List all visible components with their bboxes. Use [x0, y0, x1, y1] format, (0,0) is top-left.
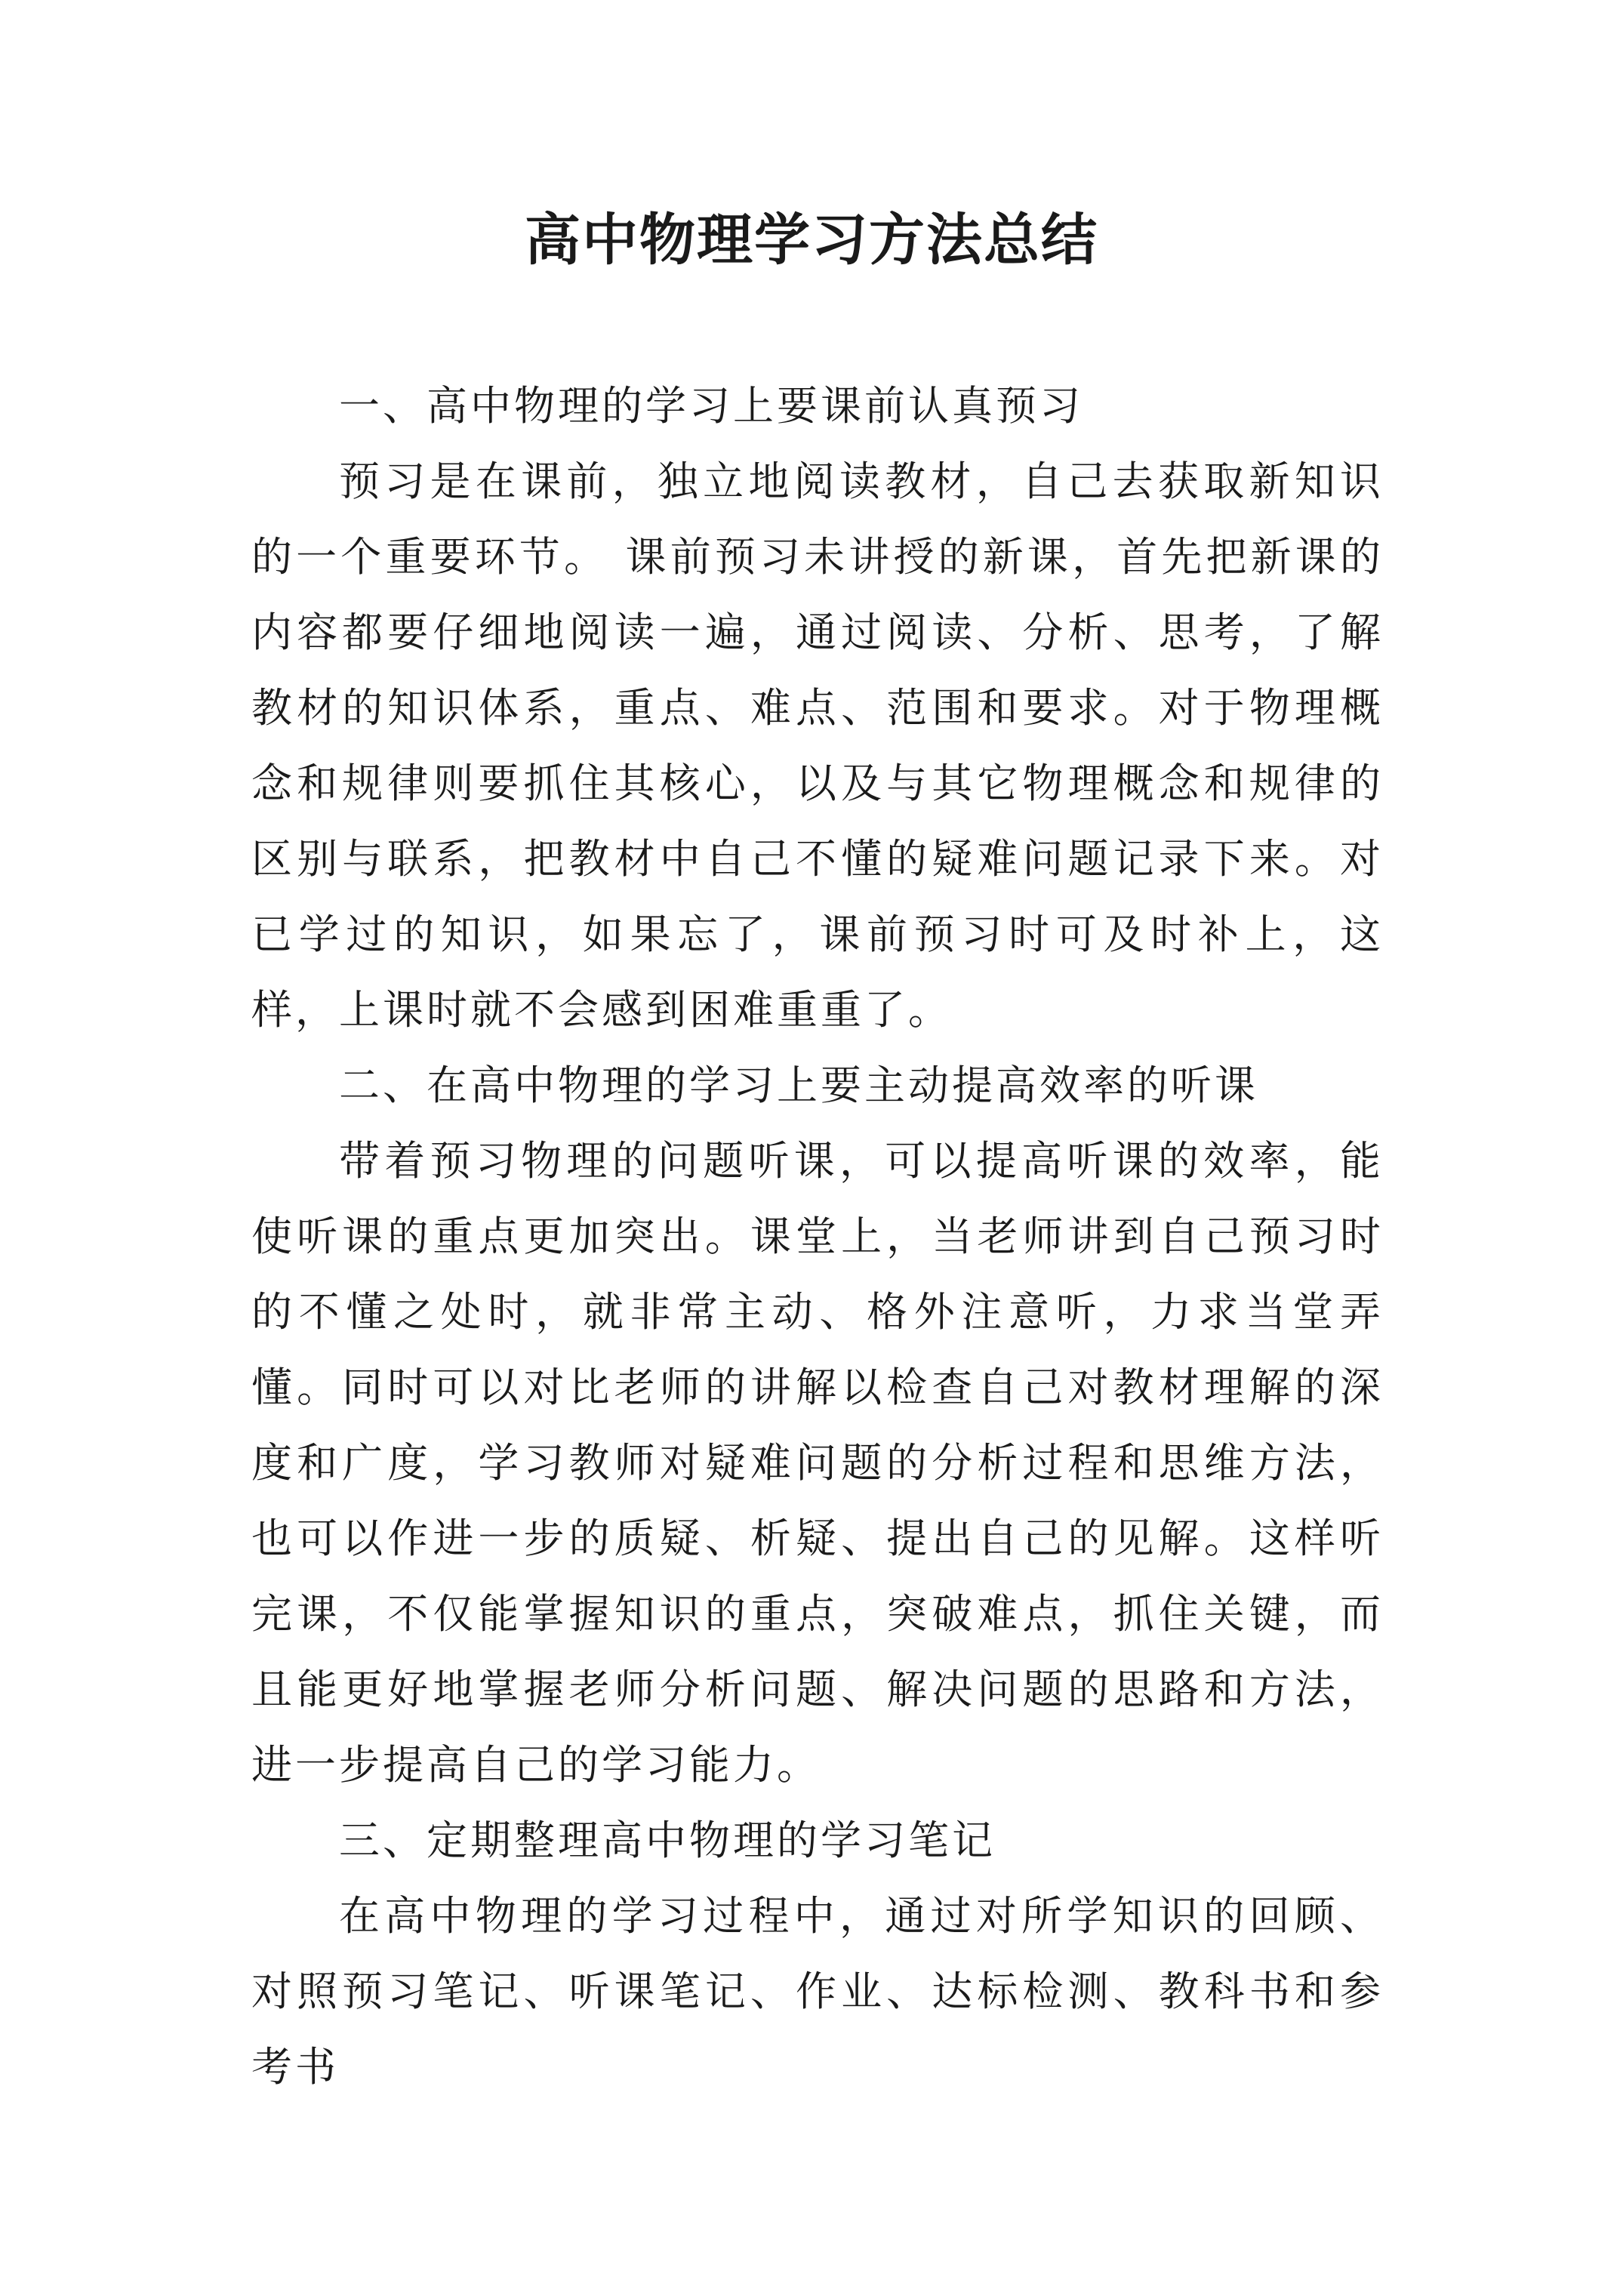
- heading-section-1: 一、高中物理的学习上要课前认真预习: [339, 382, 1083, 430]
- document-body: [251, 368, 1384, 2105]
- heading-section-3: 三、定期整理高中物理的学习笔记: [339, 1817, 996, 1864]
- paragraph-listening: 带着预习物理的问题听课，可以提高听课的效率，能使听课的重点更加突出。课堂上，当老师讲到自己预习时的不懂之处时，就非常主动、格外注意听，力求当堂弄懂。同时可以对比老师的讲解以检查自己对教材理解的深度和广度，学习教师对疑难问题的分析过程和思维方法，也可以作进一步的质疑、析疑、提出自己的见解。这样听完课，不仅能掌握知识的重点，突破难点，抓住关键，而且能更好地掌握老师分析问题、解决问题的思路和方法，进一步提高自己的学习能力。: [251, 1137, 1384, 1789]
- paragraph-preview: 预习是在课前，独立地阅读教材，自己去获取新知识的一个重要环节。 课前预习未讲授的新课，首先把新课的内容都要仔细地阅读一遍，通过阅读、分析、思考，了解教材的知识体系，重点、难点、范围和要求。对于物理概念和规律则要抓住其核心，以及与其它物理概念和规律的区别与联系，把教材中自己不懂的疑难问题记录下来。对已学过的知识，如果忘了，课前预习时可及时补上，这样，上课时就不会感到困难重重了。: [251, 458, 1384, 1034]
- paragraph-notes: 在高中物理的学习过程中，通过对所学知识的回顾、对照预习笔记、听课笔记、作业、达标检测、教科书和参考书: [251, 1892, 1384, 2091]
- document-title: 高中物理学习方法总结: [525, 208, 1098, 273]
- heading-section-2: 二、在高中物理的学习上要主动提高效率的听课: [339, 1062, 1258, 1109]
